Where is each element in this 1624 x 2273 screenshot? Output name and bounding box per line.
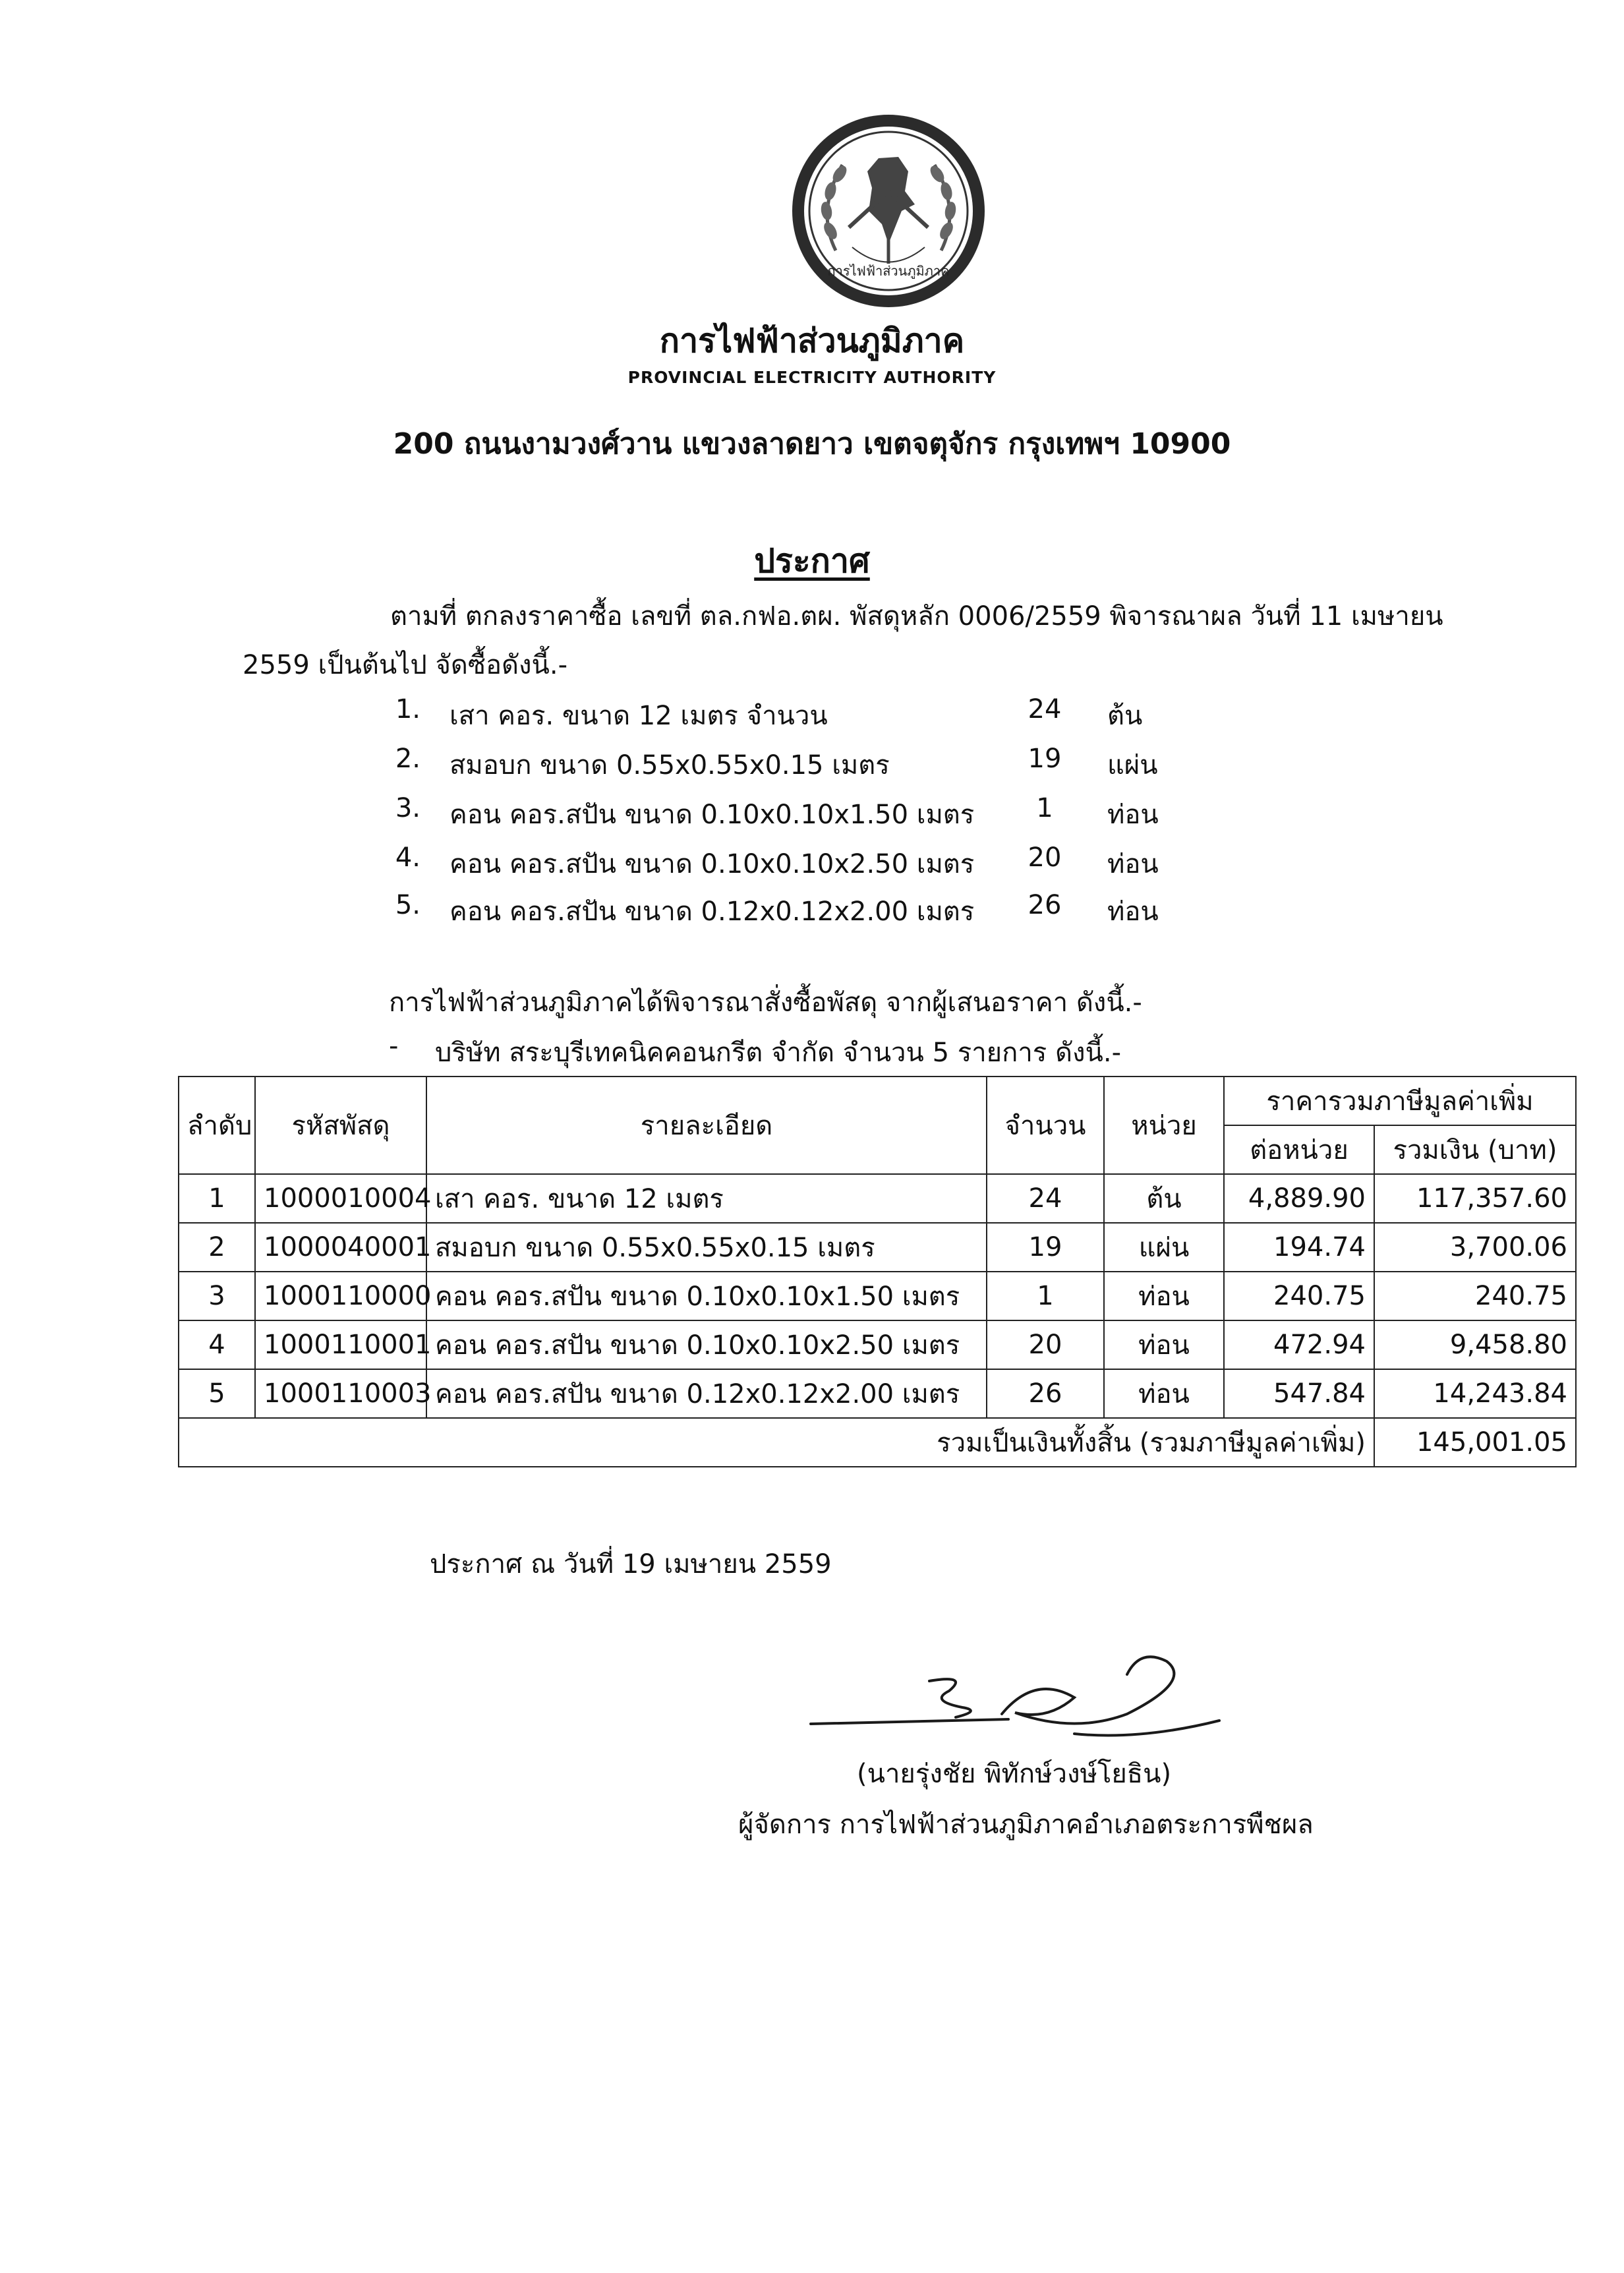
item-list-desc: คอน คอร.สปัน ขนาด 0.10x0.10x1.50 เมตร (450, 800, 975, 830)
cell-code: 1000110003 (255, 1369, 426, 1418)
cell-no: 2 (179, 1223, 255, 1272)
table-row (179, 1369, 1576, 1418)
header-total: รวมเงิน (บาท) (1374, 1125, 1576, 1174)
cell-no: 3 (179, 1272, 255, 1320)
item-list-number: 4. (395, 842, 420, 873)
item-list-qty: 24 (1028, 694, 1062, 724)
cell-code: 1000110001 (255, 1320, 426, 1369)
item-list-number: 3. (395, 793, 420, 823)
cell-no: 4 (179, 1320, 255, 1369)
org-name-thai: การไฟฟ้าส่วนภูมิภาค (659, 322, 965, 360)
logo-text: การไฟฟ้าส่วนภูมิภาค (827, 263, 950, 279)
signer-title: ผู้จัดการ การไฟฟ้าส่วนภูมิภาคอำเภอตระการพืชผล (738, 1810, 1314, 1840)
grand-total-row (179, 1418, 1576, 1467)
intro-line-1: ตามที่ ตกลงราคาซื้อ เลขที่ ตล.กฟอ.ตผ. พัสดุหลัก 0006/2559 พิจารณาผล วันที่ 11 เมษายน (390, 601, 1443, 632)
consideration-text: การไฟฟ้าส่วนภูมิภาคได้พิจารณาสั่งซื้อพัสดุ จากผู้เสนอราคา ดังนี้.- (389, 988, 1142, 1018)
cell-unit: ต้น (1104, 1174, 1224, 1223)
item-list-number: 2. (395, 744, 420, 774)
cell-desc: สมอบก ขนาด 0.55x0.55x0.15 เมตร (426, 1223, 987, 1272)
table-row (179, 1223, 1576, 1272)
header-code: รหัสพัสดุ (255, 1077, 426, 1174)
table-row (179, 1272, 1576, 1320)
item-list-qty: 19 (1028, 744, 1062, 774)
signature-icon (798, 1635, 1259, 1760)
cell-unit: ท่อน (1104, 1320, 1224, 1369)
cell-qty: 1 (987, 1272, 1104, 1320)
cell-desc: คอน คอร.สปัน ขนาด 0.10x0.10x2.50 เมตร (426, 1320, 987, 1369)
item-list-qty: 26 (1028, 890, 1062, 920)
announcement-date: ประกาศ ณ วันที่ 19 เมษายน 2559 (430, 1549, 832, 1579)
cell-unit-price: 4,889.90 (1224, 1174, 1374, 1223)
item-list-desc: คอน คอร.สปัน ขนาด 0.12x0.12x2.00 เมตร (450, 897, 975, 927)
signer-name: (นายรุ่งชัย พิทักษ์วงษ์โยธิน) (857, 1759, 1172, 1789)
cell-qty: 26 (987, 1369, 1104, 1418)
item-list-unit: ท่อน (1107, 800, 1159, 830)
cell-total: 14,243.84 (1374, 1369, 1576, 1418)
cell-unit-price: 194.74 (1224, 1223, 1374, 1272)
cell-desc: คอน คอร.สปัน ขนาด 0.10x0.10x1.50 เมตร (426, 1272, 987, 1320)
cell-qty: 19 (987, 1223, 1104, 1272)
header-unit: หน่วย (1104, 1077, 1224, 1174)
cell-total: 117,357.60 (1374, 1174, 1576, 1223)
item-list-number: 1. (395, 694, 420, 724)
item-list-unit: ท่อน (1107, 849, 1159, 879)
cell-no: 5 (179, 1369, 255, 1418)
item-list-unit: ท่อน (1107, 897, 1159, 927)
header-unit-price: ต่อหน่วย (1224, 1125, 1374, 1174)
cell-unit-price: 472.94 (1224, 1320, 1374, 1369)
cell-code: 1000110000 (255, 1272, 426, 1320)
cell-no: 1 (179, 1174, 255, 1223)
cell-desc: เสา คอร. ขนาด 12 เมตร (426, 1174, 987, 1223)
cell-total: 3,700.06 (1374, 1223, 1576, 1272)
grand-total-label: รวมเป็นเงินทั้งสิ้น (รวมภาษีมูลค่าเพิ่ม) (179, 1418, 1374, 1467)
cell-desc: คอน คอร.สปัน ขนาด 0.12x0.12x2.00 เมตร (426, 1369, 987, 1418)
cell-code: 1000010004 (255, 1174, 426, 1223)
items-table (178, 1076, 1577, 1467)
vendor-text: บริษัท สระบุรีเทคนิคคอนกรีต จำกัด จำนวน 5 รายการ ดังนี้.- (435, 1038, 1121, 1068)
cell-total: 240.75 (1374, 1272, 1576, 1320)
cell-qty: 24 (987, 1174, 1104, 1223)
table-row (179, 1174, 1576, 1223)
cell-unit: ท่อน (1104, 1369, 1224, 1418)
cell-unit-price: 240.75 (1224, 1272, 1374, 1320)
item-list-unit: แผ่น (1107, 750, 1158, 781)
item-list-number: 5. (395, 890, 420, 920)
pea-logo-icon (790, 112, 987, 310)
header-desc: รายละเอียด (426, 1077, 987, 1174)
header-no: ลำดับ (179, 1077, 255, 1174)
header-price-group: ราคารวมภาษีมูลค่าเพิ่ม (1224, 1077, 1576, 1125)
grand-total-value: 145,001.05 (1374, 1418, 1576, 1467)
org-name-english: PROVINCIAL ELECTRICITY AUTHORITY (627, 368, 997, 387)
table-row (179, 1320, 1576, 1369)
item-list-desc: สมอบก ขนาด 0.55x0.55x0.15 เมตร (450, 750, 890, 781)
cell-unit: แผ่น (1104, 1223, 1224, 1272)
cell-total: 9,458.80 (1374, 1320, 1576, 1369)
item-list-desc: คอน คอร.สปัน ขนาด 0.10x0.10x2.50 เมตร (450, 849, 975, 879)
org-address: 200 ถนนงามวงศ์วาน แขวงลาดยาว เขตจตุจักร กรุงเทพฯ 10900 (393, 427, 1231, 461)
announcement-heading (0, 535, 1624, 587)
table-header-row (179, 1077, 1576, 1125)
intro-line-2: 2559 เป็นต้นไป จัดซื้อดังนี้.- (243, 650, 568, 680)
item-list-qty: 20 (1028, 842, 1062, 873)
item-list-unit: ต้น (1107, 701, 1143, 731)
cell-qty: 20 (987, 1320, 1104, 1369)
header-qty: จำนวน (987, 1077, 1104, 1174)
cell-unit: ท่อน (1104, 1272, 1224, 1320)
cell-code: 1000040001 (255, 1223, 426, 1272)
vendor-bullet: - (389, 1031, 399, 1061)
item-list-desc: เสา คอร. ขนาด 12 เมตร จำนวน (450, 701, 828, 731)
cell-unit-price: 547.84 (1224, 1369, 1374, 1418)
item-list-qty: 1 (1036, 793, 1053, 823)
announcement-heading-text: ประกาศ (754, 542, 870, 580)
